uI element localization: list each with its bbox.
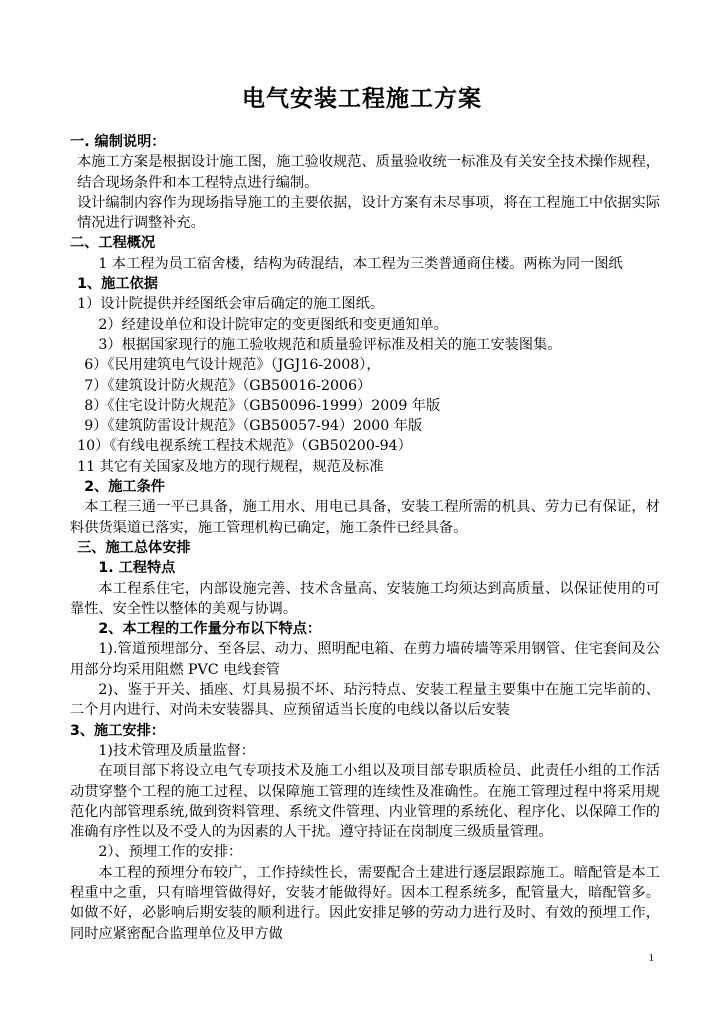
paragraph: 设计编制内容作为现场指导施工的主要依据，设计方案有未尽事项，将在工程施工中依据实际情况进行调整补充。 [77,194,660,232]
section-heading: 一. 编制说明： [70,134,166,150]
section-heading: 三、施工总体安排 [77,539,191,556]
subsection-heading: 1. 工程特点 [98,560,176,577]
list-item: 8）《住宅设计防火规范》（GB50096-1999）2009 年版 [84,397,441,414]
sub-item-heading: 1)技术管理及质量监督： [98,742,255,759]
subsection-heading: 2、施工条件 [84,479,165,496]
paragraph: 本工程的预埋分布较广，工作持续性长，需要配合土建进行逐层跟踪施工。暗配管是本工程重中之重，只有暗埋管做得好，安装才能做得好。因本工程系统多，配管量大，暗配管多。如做不好，必影响后期安装的顺利进行。因此安排足够的劳动力进行及时、有效的预埋工作，同时应紧密配合监理单位及甲方做 [70,864,660,942]
list-item: 10）《有线电视系统工程技术规范》（GB50200-94） [77,438,412,455]
paragraph: 1).管道预埋部分、至各层、动力、照明配电箱、在剪力墙砖墙等采用钢管、住宅套间及公用部分均采用阻燃 PVC 电线套管 [70,641,660,678]
paragraph: 1 本工程为员工宿舍楼，结构为砖混结，本工程为三类普通商住楼。两栋为同一图纸 [98,255,623,272]
paragraph: 2)、鉴于开关、插座、灯具易损不坏、玷污特点、安装工程量主要集中在施工完毕前的、二个月内进行、对尚未安装器具、应预留适当长度的电线以备以后安装 [70,682,660,719]
page-number: 1 [648,952,654,964]
paragraph: 在项目部下将设立电气专项技术及施工小组以及项目部专职质检员、此责任小组的工作活动贯穿整个工程的施工过程、以保障施工管理的连续性及准确性。在施工管理过程中将采用规范化内部管理系统,做到资料管理、系统文件管理、内业管理的系统化、程序化、以保障工作的准确有序性以及不受人的为因素的人干扰。遵守持证在岗制度三级质量管理。 [70,763,660,841]
paragraph: 本施工方案是根据设计施工图，施工验收规范、质量验收统一标准及有关安全技术操作规程，结合现场条件和本工程特点进行编制。 [77,154,660,191]
paragraph: 本工程系住宅，内部设施完善、技术含量高、安装施工均须达到高质量、以保证使用的可靠性、安全性以整体的美观与协调。 [70,580,660,617]
list-item: 9）《建筑防雷设计规范》（GB50057-94）2000 年版 [84,418,423,435]
list-item: 3）根据国家现行的施工验收规范和质量验评标准及相关的施工安装图集。 [98,336,562,353]
subsection-heading: 3、施工安排： [70,722,165,739]
list-item: 2）经建设单位和设计院审定的变更图纸和变更通知单。 [98,316,448,333]
list-item: 1）设计院提供并经图纸会审后确定的施工图纸。 [77,296,385,313]
list-item: 11 其它有关国家及地方的现行规程，规范及标准 [77,458,384,475]
section-heading: 二、工程概况 [70,235,156,252]
sub-item-heading: 2）、预埋工作的安排： [98,844,243,861]
document-body [70,132,660,944]
paragraph: 本工程三通一平已具备，施工用水、用电已具备，安装工程所需的机具、劳力已有保证，材料供货渠道已落实，施工管理机构已确定，施工条件已经具备。 [70,499,660,536]
subsection-heading: 1、施工依据 [77,276,158,293]
document-title: 电气安装工程施工方案 [242,86,482,112]
list-item: 6）《民用建筑电气设计规范》（JGJ16-2008）， [84,357,381,374]
subsection-heading: 2、本工程的工作量分布以下特点： [98,621,322,638]
list-item: 7）《建筑设计防火规范》（GB50016-2006） [84,377,372,394]
